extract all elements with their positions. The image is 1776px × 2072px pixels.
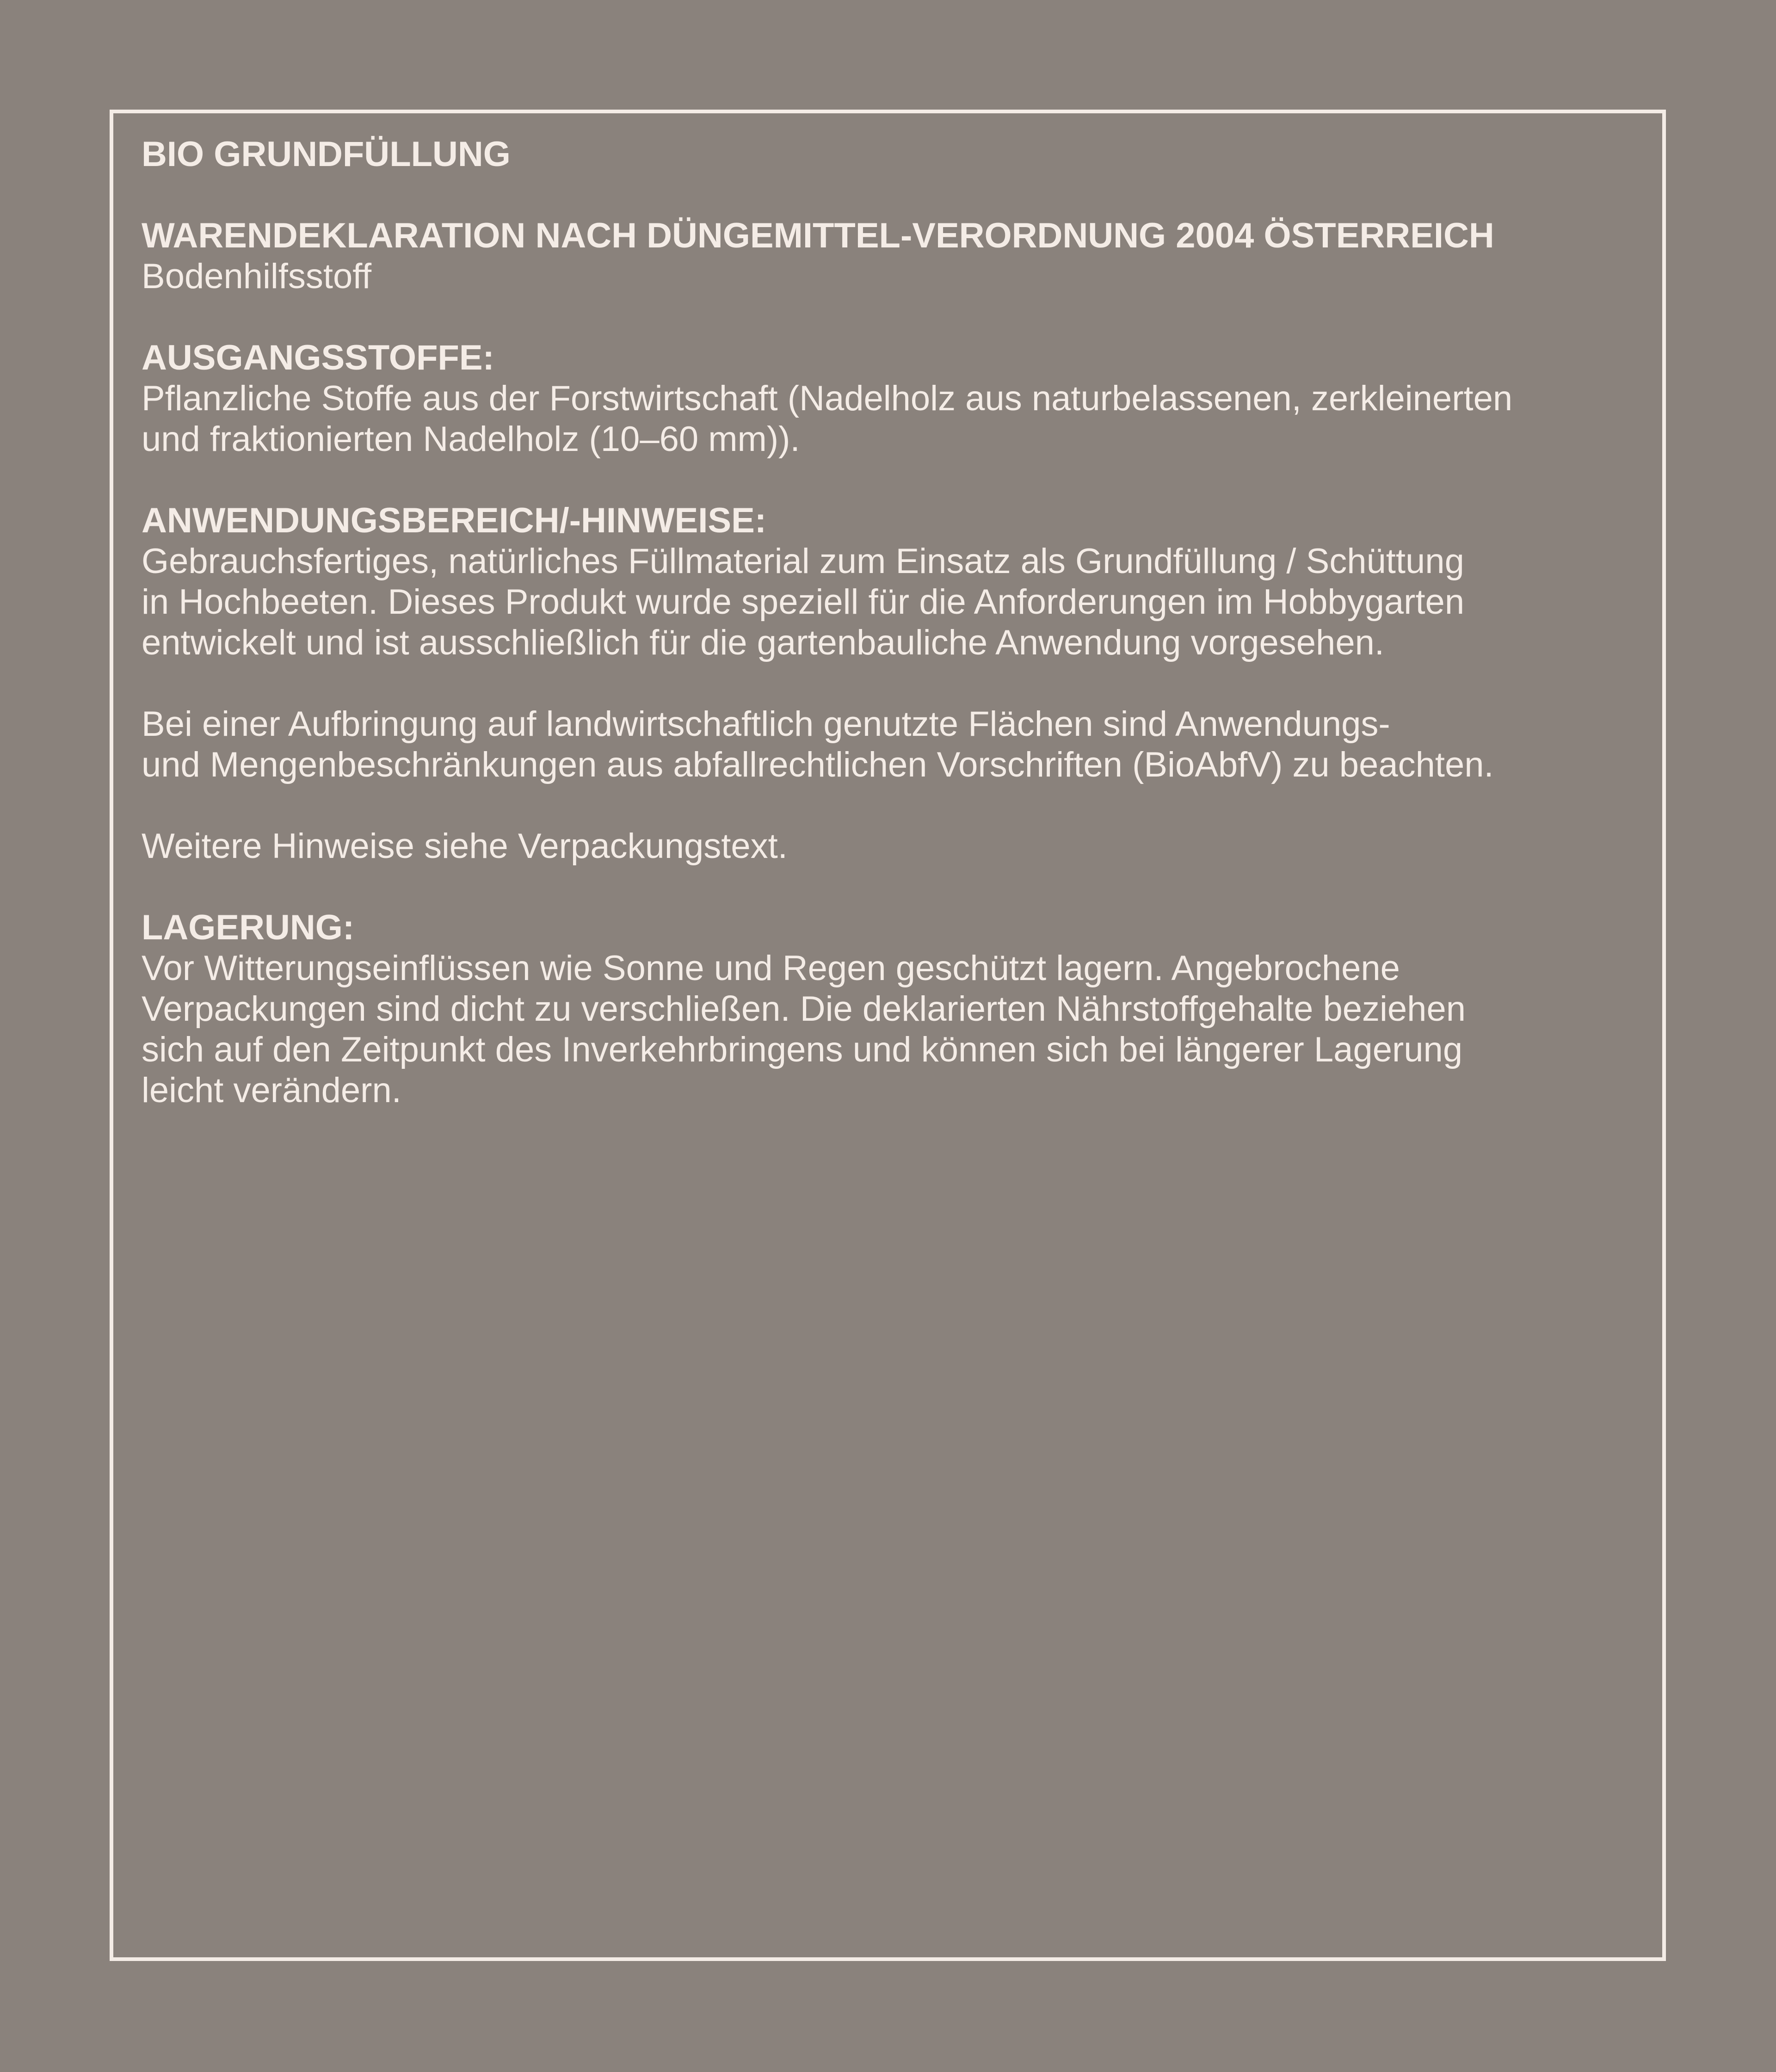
anwendung-heading: ANWENDUNGSBEREICH/-HINWEISE: [142,501,767,540]
ausgangsstoffe-heading: AUSGANGSSTOFFE: [142,338,494,377]
anwendung-line: in Hochbeeten. Dieses Produkt wurde speziell für die Anforderungen im Hobbygarten [142,582,1465,622]
anwendung-note-block [142,704,1622,785]
declaration-block [142,216,1622,297]
anwendung-line: Gebrauchsfertiges, natürliches Füllmaterial zum Einsatz als Grundfüllung / Schüttung [142,542,1464,581]
title-block [142,134,1622,175]
declaration-content [142,134,1622,1152]
lagerung-line: leicht verändern. [142,1071,401,1110]
lagerung-line: Verpackungen sind dicht zu verschließen. Die deklarierten Nährstoffgehalte beziehen [142,989,1466,1029]
lagerung-block [142,907,1622,1111]
declaration-subtitle: Bodenhilfsstoff [142,257,372,296]
lagerung-line: sich auf den Zeitpunkt des Inverkehrbringens und können sich bei längerer Lagerung [142,1030,1463,1069]
ausgangsstoffe-line: Pflanzliche Stoffe aus der Forstwirtschaft (Nadelholz aus naturbelassenen, zerkleinerten [142,379,1513,418]
further-info-block [142,826,1622,867]
anwendung-note-line: und Mengenbeschränkungen aus abfallrechtlichen Vorschriften (BioAbfV) zu beachten. [142,745,1494,784]
anwendung-line: entwickelt und ist ausschließlich für die gartenbauliche Anwendung vorgesehen. [142,623,1384,662]
ausgangsstoffe-block [142,338,1622,460]
declaration-heading: WARENDEKLARATION NACH DÜNGEMITTEL-VERORDNUNG 2004 ÖSTERREICH [142,216,1494,255]
lagerung-line: Vor Witterungseinflüssen wie Sonne und Regen geschützt lagern. Angebrochene [142,949,1400,988]
anwendung-block [142,500,1622,663]
anwendung-note-line: Bei einer Aufbringung auf landwirtschaftlich genutzte Flächen sind Anwendungs- [142,704,1390,744]
ausgangsstoffe-line: und fraktionierten Nadelholz (10–60 mm)). [142,419,800,459]
product-title: BIO GRUNDFÜLLUNG [142,135,511,174]
further-info-text: Weitere Hinweise siehe Verpackungstext. [142,826,788,866]
lagerung-heading: LAGERUNG: [142,908,355,947]
